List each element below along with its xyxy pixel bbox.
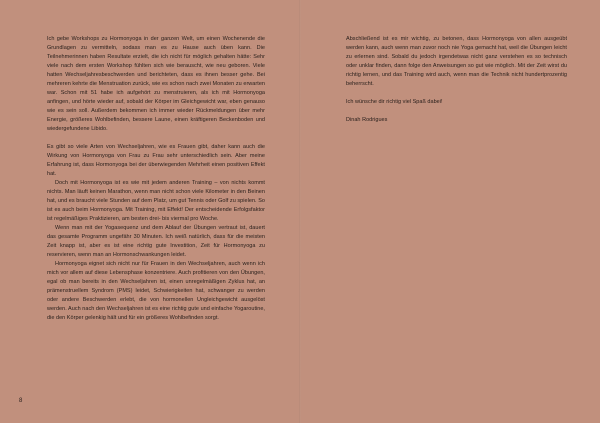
paragraph: Hormonyoga eignet sich nicht nur für Frauen in den Wechseljahren, auch wenn ich mich vor allem auf diese Lebensphase konzentriere. Auch profitieren von den Übungen, egal ob man bereits in den Wechseljahren ist, einen unregelmäßigen Zyklus hat, an prämenstruellem Syndrom (PMS) leidet, Schwierigkeiten hat, schwanger zu werden oder andere Beschwerden erlebt, die von hormonellen Ungleichgewicht ausgelöst werden. Auch nach den Wechseljahren ist es eine richtig gute und einfache Yogaroutine, die den Körper gelenkig hält und für ein größeres Wohlbefinden sorgt. bbox=[47, 261, 265, 321]
closing-line: Ich wünsche dir richtig viel Spaß dabei! bbox=[346, 99, 443, 105]
paragraph: Doch mit Hormonyoga ist es wie mit jedem anderen Training – von nichts kommt nichts. Man läuft keinen Marathon, wenn man nicht schon viele Kilometer in den Beinen hat, und es braucht viele Stunden auf dem Platz, um gut Tennis oder Golf zu spielen. So ist es auch beim Hormonyoga. Mit Training, mit Effekt! Der entscheidende Erfolgsfaktor ist regelmäßiges Praktizieren, am besten drei- bis viermal pro Woche. bbox=[47, 180, 265, 222]
left-text-column bbox=[47, 35, 265, 323]
paragraph: Es gibt so viele Arten von Wechseljahren, wie es Frauen gibt, daher kann auch die Wirkung von Hormonyoga von Frau zu Frau sehr unterschiedlich sein. Aber meine Erfahrung ist, dass Hormonyoga bei der überwiegenden Mehrheit einen positiven Effekt hat. bbox=[47, 144, 265, 177]
right-text-column bbox=[346, 35, 567, 125]
page-number: 8 bbox=[19, 398, 23, 404]
right-page bbox=[300, 0, 600, 423]
paragraph: Ich gebe Workshops zu Hormonyoga in der ganzen Welt, um einen Wochenende die Grundlagen zu vermitteln, sodass man es zu Hause auch üben kann. Die Teilnehmerinnen haben Resultate erzielt, die ich nicht für möglich gehalten hätte: Sehr viele nach dem ersten Workshop fühlten sich wie berauscht, wie neu geboren. Viele hatten Wechseljahresbeschwerden und berichteten, dass es ihnen besser gehe. Bei mehreren kehrte die Menstruation zurück, wie es schon nach zwei Monaten zu erwarten war. Schon mit 51 habe ich aufgehört zu menstruieren, als ich mit Hormonyoga anfingen, und hörte wieder auf, sobald der Körper im Gleichgewicht war, eben genauso wie es sein soll. Außerdem bekommen ich immer wieder Rückmeldungen über mehr Energie, größeres Wohlbefinden, bessere Laune, einen kräftigeren Beckenboden und wiedergefundene Libido. bbox=[47, 36, 265, 132]
paragraph: Wenn man mit der Yogasequenz und dem Ablauf der Übungen vertraut ist, dauert das gesamte Programm ungefähr 30 Minuten. Ich weiß natürlich, dass für die meisten Zeit knapp ist, aber es ist eine richtig gute Investition, Zeit für Hormonyoga zu reservieren, wenn man an Hormonschwankungen leidet. bbox=[47, 225, 265, 258]
paragraph: Abschließend ist es mir wichtig, zu betonen, dass Hormonyoga von allen ausgeübt werden kann, auch wenn man zuvor noch nie Yoga gemacht hat, weil die Übungen leicht zu erlernen sind. Sobald du jedoch irgendetwas nicht ganz verstehen es so technisch oder unklar finden, dann folge den Anweisungen so gut wie möglich. Mit der Zeit wirst du richtig lernen, und das Training wird auch, wenn man die Technik nicht hundertprozentig beherrscht. bbox=[346, 36, 567, 87]
author-signature: Dinah Rodrigues bbox=[346, 117, 388, 123]
